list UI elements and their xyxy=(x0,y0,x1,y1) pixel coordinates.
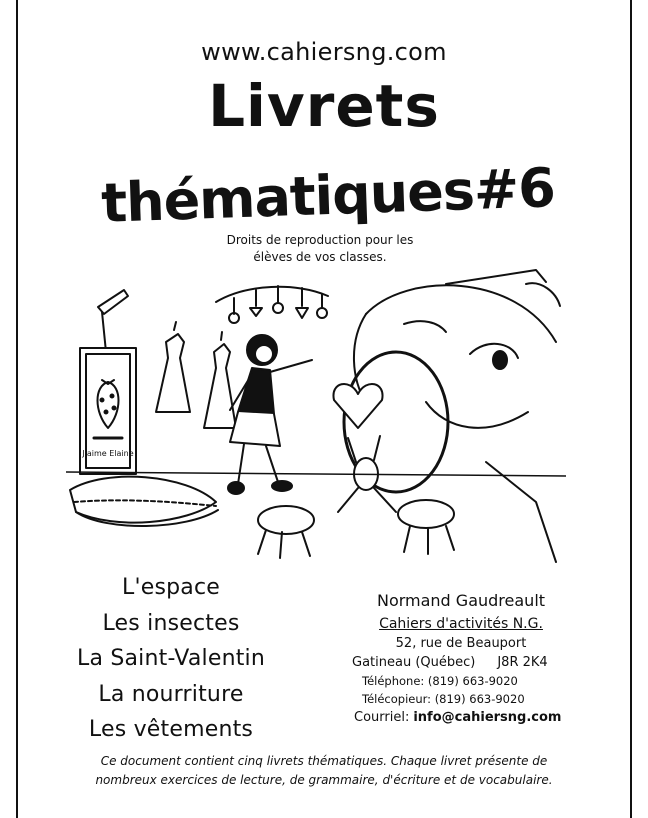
topic-nourriture: La nourriture xyxy=(98,681,244,707)
reproduction-rights xyxy=(200,232,440,266)
boy-face-icon xyxy=(354,270,560,562)
floor-line xyxy=(66,472,566,476)
footer-line-2: nombreux exercices de lecture, de grammaire, d'écriture et de vocabulaire. xyxy=(95,773,553,787)
heart-icon xyxy=(333,384,382,428)
rights-line-2: élèves de vos classes. xyxy=(253,250,387,264)
title-line-2: thématiques#6 xyxy=(100,156,556,235)
postal-code: J8R 2K4 xyxy=(497,655,548,670)
topics-list xyxy=(60,570,282,748)
microphone-icon xyxy=(98,290,128,352)
street-address: 52, rue de Beauport xyxy=(395,636,527,651)
description-footer xyxy=(60,752,588,790)
strawberry-sign-icon xyxy=(80,348,136,474)
sign-text: J'aime Elaine xyxy=(82,449,134,458)
city-line xyxy=(336,653,586,672)
insects-hoop-icon xyxy=(258,352,454,558)
footer-line-1: Ce document contient cinq livrets thématiques. Chaque livret présente de xyxy=(100,754,548,768)
mobile-icon xyxy=(216,286,328,323)
rights-line-1: Droits de reproduction pour les xyxy=(226,233,414,247)
contact-block xyxy=(336,590,586,728)
publisher-name: Cahiers d'activités N.G. xyxy=(379,616,543,632)
telephone: Téléphone: (819) 663-9020 xyxy=(362,674,518,688)
author-name: Normand Gaudreault xyxy=(376,591,546,610)
topic-saint-valentin: La Saint-Valentin xyxy=(76,646,265,671)
topic-vetements: Les vêtements xyxy=(88,717,254,742)
title-line-1: Livrets xyxy=(208,72,440,140)
topic-espace: L'espace xyxy=(122,575,220,600)
email-link[interactable]: info@cahiersng.com xyxy=(413,710,562,725)
sandwich-icon xyxy=(70,477,218,526)
city: Gatineau (Québec) xyxy=(352,655,476,670)
cover-illustration xyxy=(66,262,566,570)
topic-insectes: Les insectes xyxy=(102,610,240,636)
email-label: Courriel: xyxy=(354,710,410,725)
girl-icon xyxy=(228,335,312,494)
website-url: www.cahiersng.com xyxy=(201,38,447,66)
dress-icon xyxy=(156,322,236,428)
email-row xyxy=(336,708,586,728)
fax: Télécopieur: (819) 663-9020 xyxy=(362,692,525,706)
